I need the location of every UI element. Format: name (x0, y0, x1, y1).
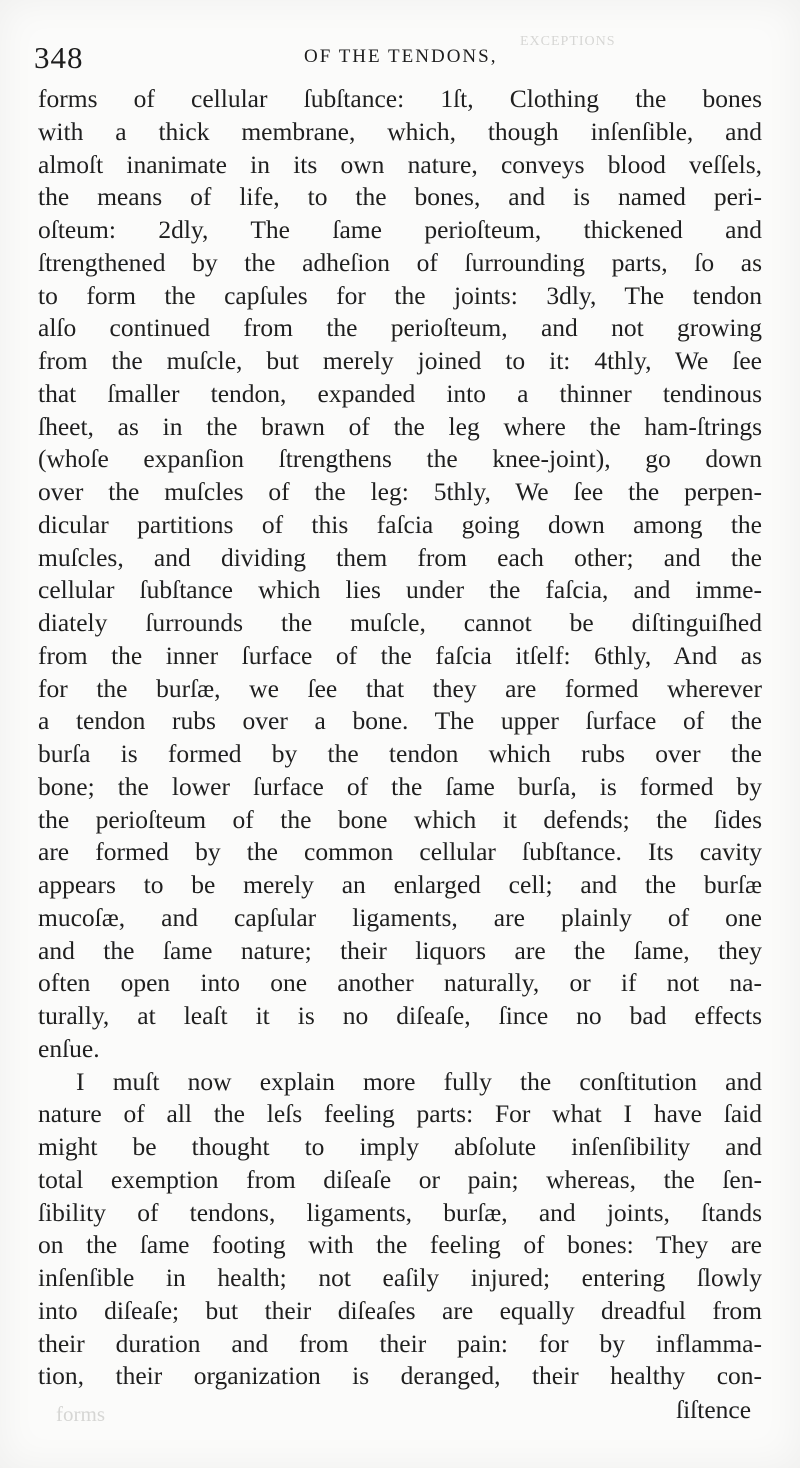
text-line: mucoſæ, and capſular ligaments, are plainly of one (38, 902, 762, 932)
paragraph-start-line: I muſt now explain more fully the conſtitution and (76, 1066, 762, 1096)
page-number: 348 (34, 40, 84, 75)
running-head: OF THE TENDONS, (304, 46, 498, 67)
text-line: muſcles, and dividing them from each other; and the (38, 542, 762, 572)
text-line: cellular ſubſtance which lies under the faſcia, and imme- (38, 575, 762, 605)
text-line: diately ſurrounds the muſcle, cannot be diſtinguiſhed (38, 608, 762, 637)
text-line: are formed by the common cellular ſubſtance. Its cavity (38, 837, 762, 867)
text-line: that ſmaller tendon, expanded into a thinner tendinous (38, 378, 762, 408)
text-line: alſo continued from the perioſteum, and not growing (38, 313, 762, 343)
text-line: burſa is formed by the tendon which rubs over the (38, 739, 762, 768)
paragraph-end-line: enſue. (38, 1033, 100, 1063)
text-line: tion, their organization is deranged, their healthy con- (38, 1361, 762, 1391)
text-line: over the muſcles of the leg: 5thly, We ſee the perpen- (38, 477, 762, 506)
catchword: ſiſtence (676, 1395, 752, 1424)
text-line: their duration and from their pain: for by inflamma- (38, 1328, 762, 1358)
text-line: ſheet, as in the brawn of the leg where the ham-ſtrings (38, 411, 762, 441)
text-line: inſenſible in health; not eaſily injured; entering ſlowly (38, 1263, 762, 1292)
text-line: the means of life, to the bones, and is named peri- (38, 182, 762, 212)
text-line: often open into one another naturally, or if not na- (38, 968, 762, 998)
text-line: on the ſame footing with the feeling of bones: They are (38, 1230, 762, 1260)
text-line: from the muſcle, but merely joined to it: 4thly, We ſee (38, 346, 762, 375)
text-line: ſibility of tendons, ligaments, burſæ, and joints, ſtands (38, 1197, 762, 1227)
show-through-text-bottom: forms (56, 1402, 105, 1426)
text-line: into diſeaſe; but their diſeaſes are equally dreadful from (38, 1295, 762, 1325)
body-text (38, 83, 762, 1393)
text-line: oſteum: 2dly, The ſame perioſteum, thickened and (38, 215, 762, 244)
text-line: might be thought to imply abſolute inſenſibility and (38, 1132, 762, 1161)
text-line: and the ſame nature; their liquors are the ſame, they (38, 935, 762, 965)
text-line: a tendon rubs over a bone. The upper ſurface of the (38, 706, 762, 736)
show-through-text-top: EXCEPTIONS (520, 34, 616, 49)
text-line: almoſt inanimate in its own nature, conveys blood veſſels, (38, 149, 762, 179)
text-line: the perioſteum of the bone which it defends; the ſides (38, 804, 762, 834)
text-line: to form the capſules for the joints: 3dly, The tendon (38, 280, 762, 310)
text-line: for the burſæ, we ſee that they are formed wherever (38, 673, 762, 703)
text-line: forms of cellular ſubſtance: 1ſt, Clothing the bones (38, 84, 762, 113)
text-line: turally, at leaſt it is no diſeaſe, ſince no bad effects (38, 1001, 762, 1030)
text-line: appears to be merely an enlarged cell; and the burſæ (38, 870, 762, 899)
text-line: dicular partitions of this faſcia going down among the (38, 509, 762, 539)
text-line: ſtrengthened by the adheſion of ſurrounding parts, ſo as (38, 247, 762, 277)
page-header (34, 40, 774, 80)
text-line: bone; the lower ſurface of the ſame burſa, is formed by (38, 771, 762, 801)
text-line: with a thick membrane, which, though inſenſible, and (38, 116, 762, 146)
text-line: total exemption from diſeaſe or pain; whereas, the ſen- (38, 1164, 762, 1194)
text-line: from the inner ſurface of the faſcia itſelf: 6thly, And as (38, 640, 762, 670)
text-line: (whoſe expanſion ſtrengthens the knee-joint), go down (38, 444, 762, 474)
text-line: nature of all the leſs feeling parts: For what I have ſaid (38, 1099, 762, 1129)
